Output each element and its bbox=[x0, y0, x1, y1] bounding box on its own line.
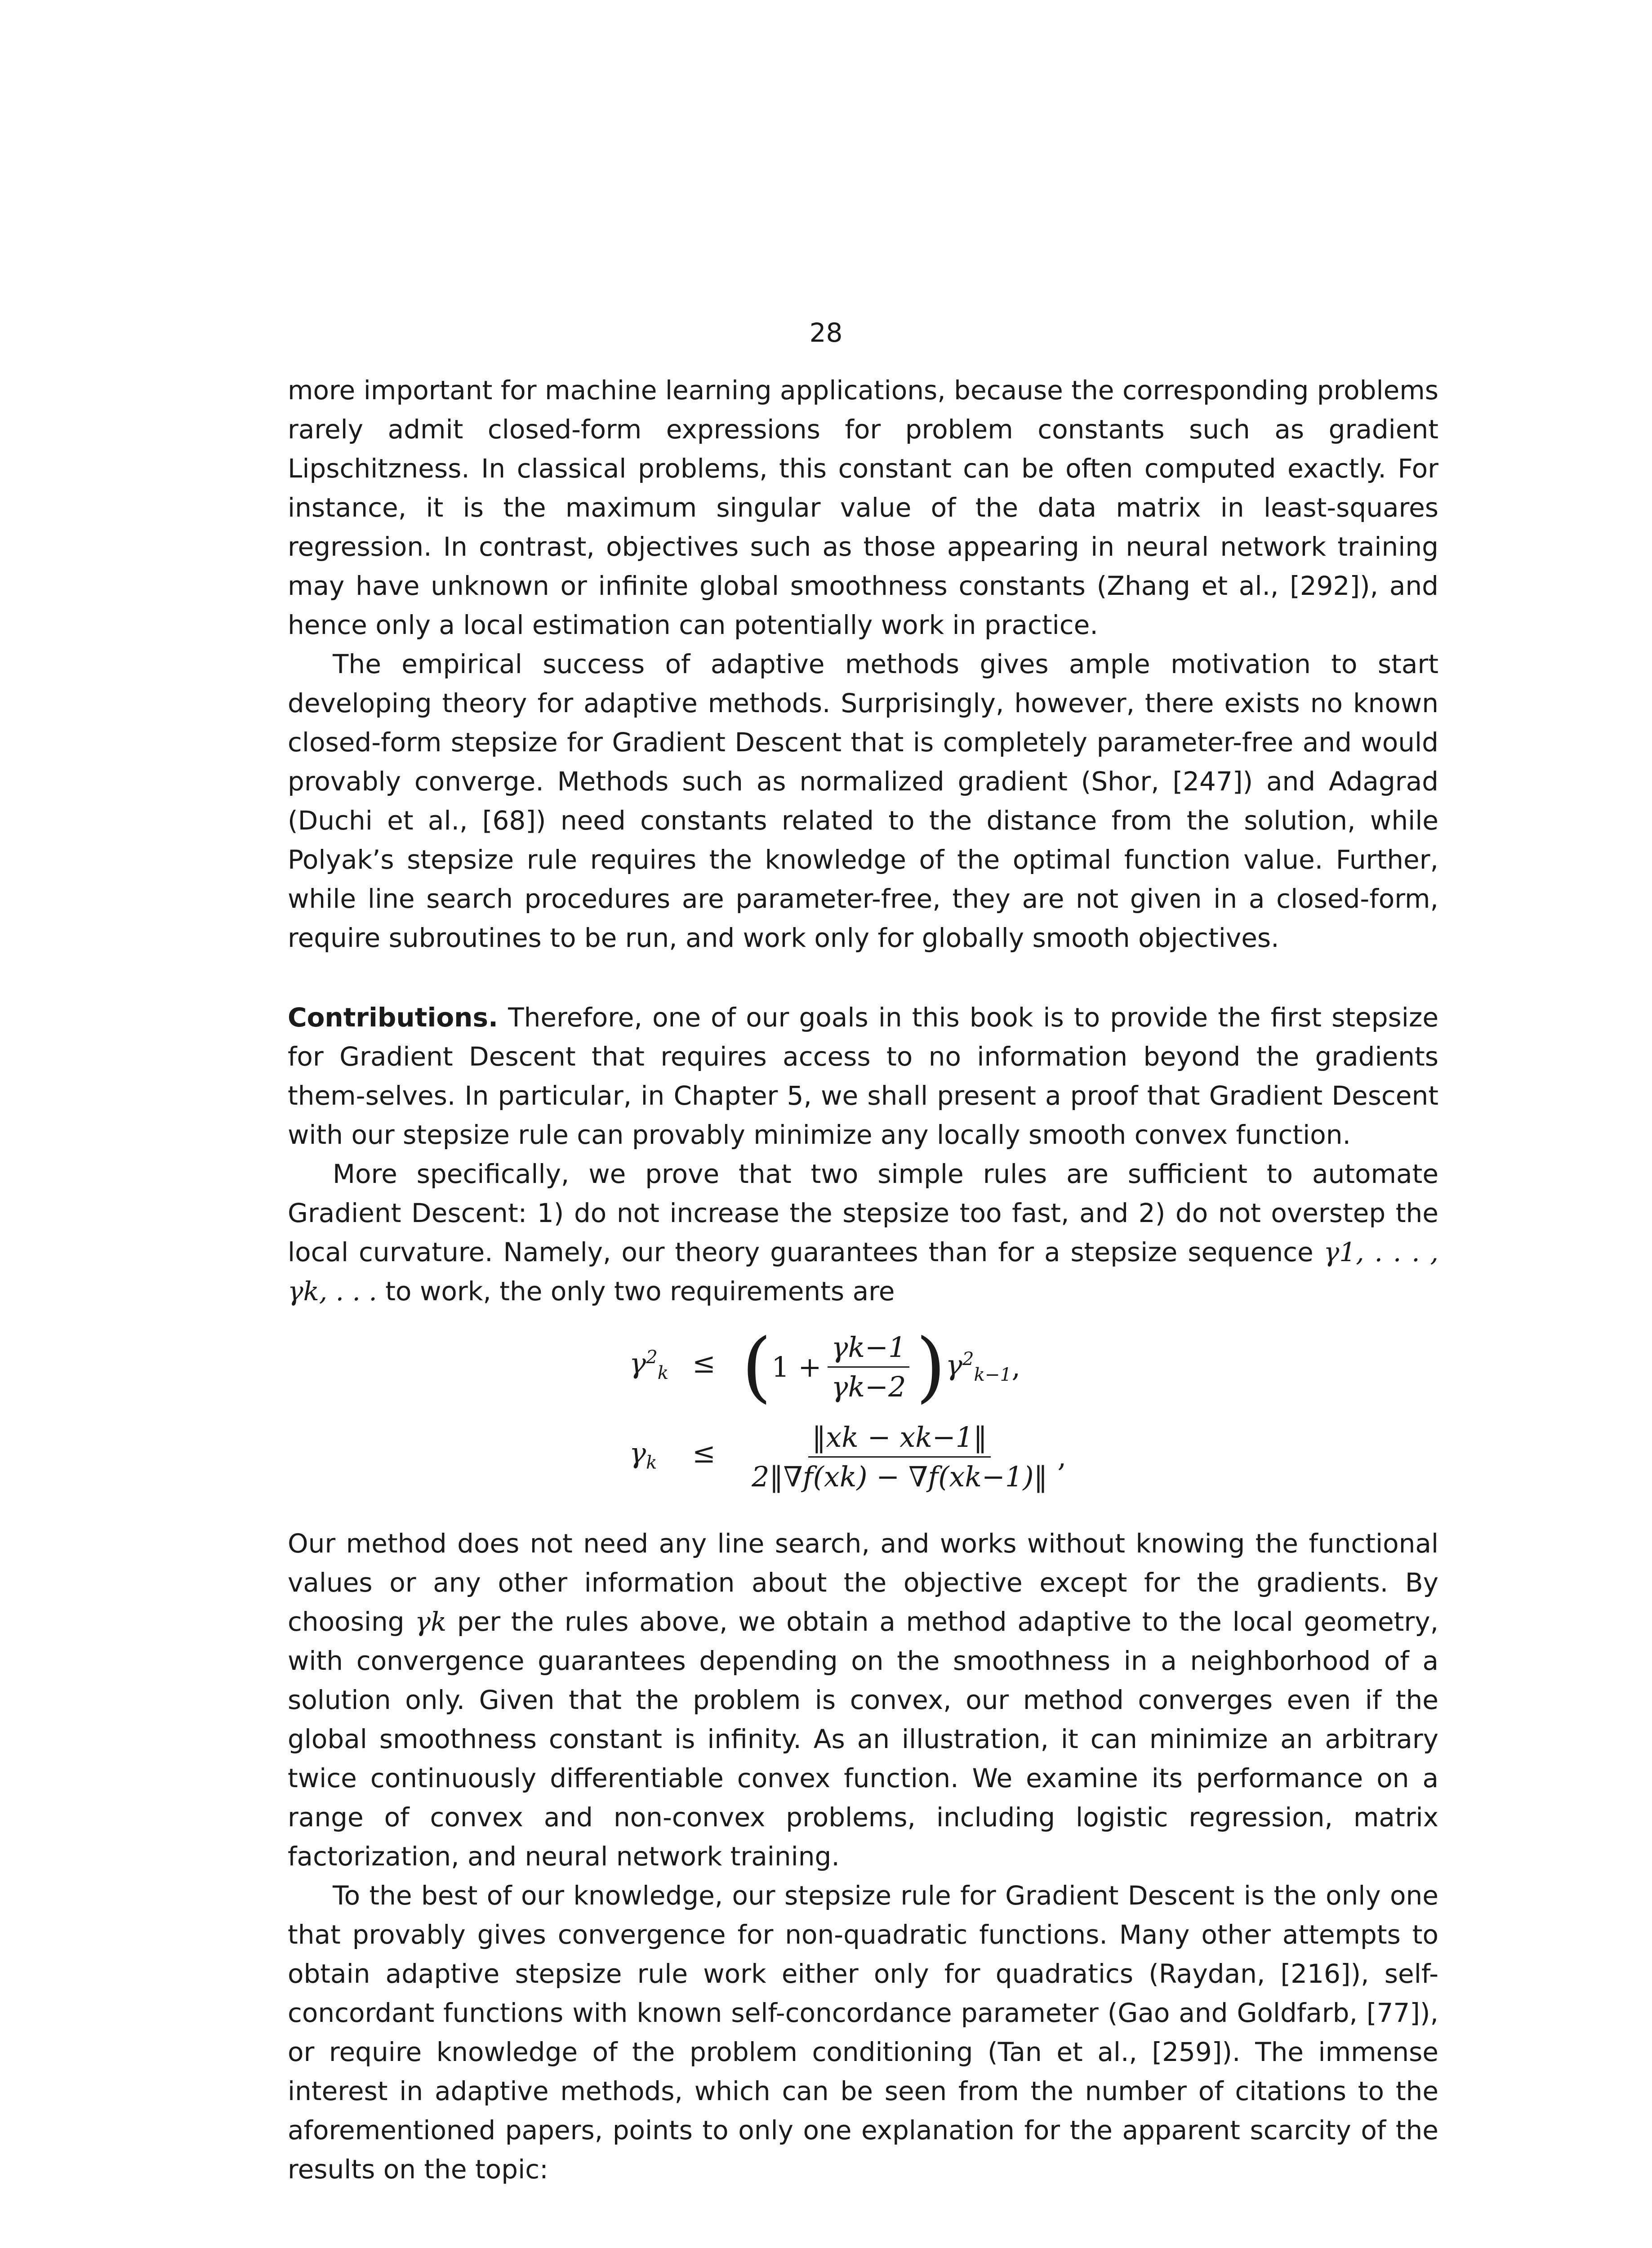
results-text-block bbox=[288, 1524, 1438, 2189]
equation-lhs: $\gamma_k$ bbox=[629, 1436, 657, 1473]
relation-symbol: ≤ bbox=[692, 1347, 716, 1379]
contributions-block bbox=[288, 998, 1438, 1311]
text-run: to work, the only two requirements are bbox=[377, 1276, 895, 1307]
paragraph: To the best of our knowledge, our stepsize rule for Gradient Descent is the only one that provably gives convergence for non-quadratic functions. Many other attempts to obtain adaptive stepsize rule work either only for quadratics (Raydan, [216]), self-concordant functions with known self-concordance parameter (Gao and Goldfarb, [77]), or require knowledge of the problem conditioning (Tan et al., [259]). The immense interest in adaptive methods, which can be seen from the number of citations to the aforementioned papers, points to only one explanation for the apparent scarcity of the results on the topic: bbox=[288, 1880, 1438, 2185]
inline-math: γk bbox=[415, 1606, 447, 1637]
equation-rhs: ( 1 + $\frac{\gamma k-1}{\gamma k-2}$ ) $\gamma^2_{k-1}$ , bbox=[742, 1322, 1021, 1411]
equation-rhs: $\frac{‖xk - xk-1‖}{2‖\nabla f(xk) - \nabla f(xk-1)‖}$ , bbox=[742, 1412, 1066, 1502]
equation-row bbox=[629, 1412, 1169, 1502]
fraction: $\frac{‖xk - xk-1‖}{2‖\nabla f(xk) - \nabla f(xk-1)‖}$ bbox=[752, 1420, 1048, 1493]
paragraph bbox=[288, 1524, 1438, 1876]
text-run: Our method does not need any line search, and works without knowing the functional values or any other information about the objective except for the gradients. By choosing bbox=[288, 1528, 1438, 1637]
equation-row bbox=[629, 1322, 1169, 1412]
intro-text-block bbox=[288, 371, 1438, 958]
paragraph bbox=[288, 1155, 1438, 1311]
paragraph: The empirical success of adaptive methods gives ample motivation to start developing theory for adaptive methods. Surprisingly, however, there exists no known closed-form stepsize for Gradient Descent that is completely parameter-free and would provably converge. Methods such as normalized gradient (Shor, [247]) and Adagrad (Duchi et al., [68]) need constants related to the distance from the solution, while Polyak’s stepsize rule requires the knowledge of the optimal function value. Further, while line search procedures are parameter-free, they are not given in a closed-form, require subroutines to be run, and work only for globally smooth objectives. bbox=[288, 649, 1438, 953]
paragraph bbox=[288, 998, 1438, 1155]
contributions-text: Therefore, one of our goals in this book is to provide the first stepsize for Gradient Descent that requires access to no information beyond the gradients them-selves. In particular, in Chapter 5, we shall present a proof that Gradient Descent with our stepsize rule can provably minimize any locally smooth convex function. bbox=[288, 1002, 1438, 1150]
fraction: $\frac{\gamma k-1}{\gamma k-2}$ bbox=[828, 1331, 909, 1403]
text-run: per the rules above, we obtain a method adaptive to the local geometry, with convergence guarantees depending on the smoothness in a neighborhood of a solution only. Given that the problem is convex, our method converges even if the global smoothness constant is infinity. As an illustration, it can minimize an arbitrary twice continuously differentiable convex function. We examine its performance on a range of convex and non-convex problems, including logistic regression, matrix factorization, and neural network training. bbox=[288, 1606, 1438, 1872]
relation-symbol: ≤ bbox=[692, 1436, 716, 1469]
equation-lhs: $\gamma^2_k$ bbox=[629, 1347, 669, 1384]
text-run: More specifically, we prove that two simple rules are sufficient to automate Gradient Descent: 1) do not increase the stepsize too fast, and 2) do not overstep the local curvature. Namely, our theory guarantees than for a stepsize sequence bbox=[288, 1159, 1438, 1267]
page-number: 28 bbox=[809, 317, 843, 348]
contributions-heading: Contributions. bbox=[288, 1002, 499, 1033]
inline-math: γ1, . . . , γk, . . . bbox=[288, 1237, 1438, 1307]
stepsize-equations bbox=[629, 1322, 1169, 1502]
paragraph: more important for machine learning applications, because the corresponding problems rarely admit closed-form expressions for problem constants such as gradient Lipschitzness. In classical problems, this constant can be often computed exactly. For instance, it is the maximum singular value of the data matrix in least-squares regression. In contrast, objectives such as those appearing in neural network training may have unknown or infinite global smoothness constants (Zhang et al., [292]), and hence only a local estimation can potentially work in practice. bbox=[288, 375, 1438, 640]
